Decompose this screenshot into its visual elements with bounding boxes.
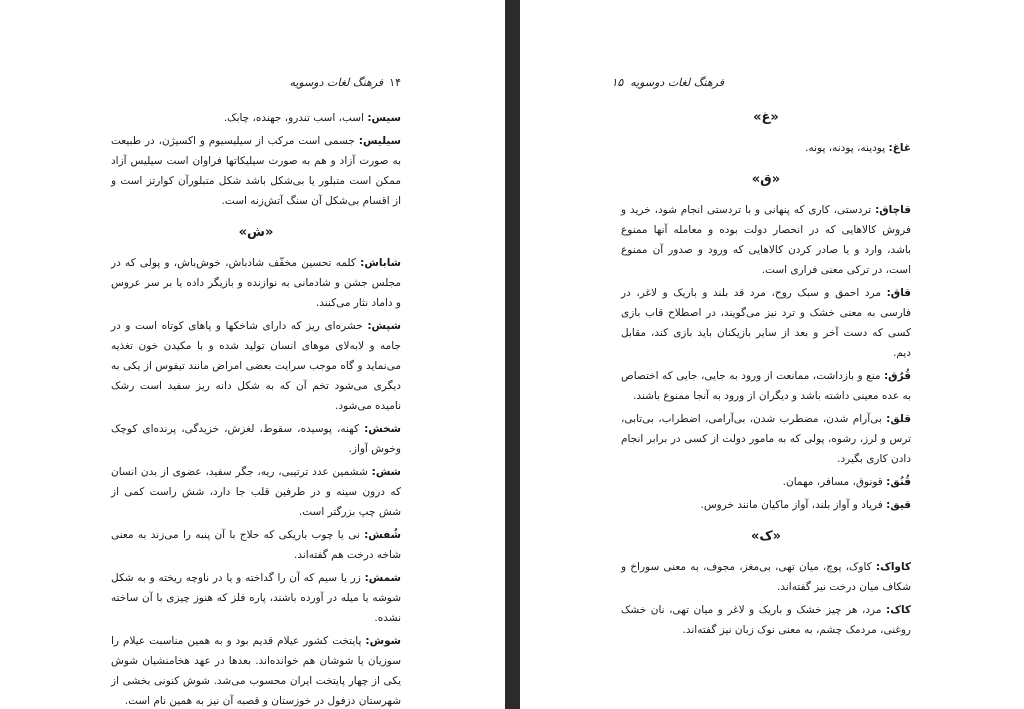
dictionary-entry	[621, 557, 911, 597]
entry-term: شش:	[371, 466, 401, 478]
dictionary-entry	[621, 366, 911, 406]
page-header	[289, 76, 401, 89]
entry-term: شوش:	[365, 635, 401, 647]
entry-definition: پایتخت کشور عیلام قدیم بود و به همین مناسبت عیلام را سوزیان یا شوشان هم خوانده‌اند. بعدها در عهد هخامنشیان شوش یکی از چهار پایتخت ایران محسوب می‌شد. شوش کنونی بخشی از شهرستان دزفول در خوزستان و قصبه آن نیز به همین نام است.	[111, 635, 401, 707]
entry-term: قیق:	[886, 499, 911, 511]
dictionary-entry	[111, 462, 401, 522]
dictionary-entry	[111, 131, 401, 211]
page-number: ۱۴	[389, 76, 401, 89]
entry-definition: مرد، هر چیز خشک و باریک و لاغر و میان تهی، نان خشک روغنی، مردمک چشم، به معنی نوک زبان نیز گفته‌اند.	[621, 604, 911, 636]
page-body	[621, 108, 911, 643]
entry-definition: ششمین عدد ترتیبی، ریه، جگر سفید، عضوی از بدن انسان که درون سینه و در طرفین قلب جا دارد، شش راست کمی از شش چپ بزرگتر است.	[111, 466, 401, 518]
entry-term: شپش:	[367, 320, 401, 332]
entry-definition: قونوق، مسافر، مهمان.	[782, 476, 883, 488]
entry-definition: مرد احمق و سبک روح، مرد قد بلند و باریک و لاغر، در فارسی به معنی خشک و ترد نیز می‌گویند، در اصطلاح قاب بازی کسی که دست آخر و بعد از سایر بازیکنان باید بازی کند، مقابل دیم.	[621, 287, 911, 359]
entry-term: شُفش:	[364, 529, 401, 541]
book-spine	[505, 0, 520, 709]
dictionary-entry	[111, 525, 401, 565]
entry-term: کاک:	[886, 604, 912, 616]
entry-term: قاق:	[886, 287, 912, 299]
entry-term: شمش:	[364, 572, 401, 584]
entry-definition: زر یا سیم که آن را گداخته و یا در ناوچه ریخته و به شکل شوشه یا میله در آورده باشند، پاره فلز که هنوز چیزی با آن ساخته نشده.	[111, 572, 401, 624]
running-title: فرهنگ لغات دوسویه	[289, 76, 384, 89]
dictionary-entry	[111, 253, 401, 313]
entry-definition: نی یا چوب باریکی که حلاج با آن پنبه را می‌زند به معنی شاخه درخت هم گفته‌اند.	[111, 529, 401, 561]
right-page	[520, 0, 1024, 709]
entry-term: سیس:	[367, 112, 401, 124]
entry-term: سیلیس:	[358, 135, 401, 147]
dictionary-entry	[621, 283, 911, 363]
page-body	[111, 108, 401, 709]
entry-definition: کلمه تحسین مخفّف شادباش، خوش‌باش، و پولی که در مجلس جشن و شادمانی به نوازنده و بازیگر داده یا بر سر عروس و داماد نثار می‌کنند.	[111, 257, 401, 309]
entry-definition: فریاد و آواز بلند، آواز ماکیان مانند خروس.	[700, 499, 883, 511]
entry-term: شاباش:	[360, 257, 401, 269]
entry-definition: کهنه، پوسیده، سقوط، لغزش، خزیدگی، پرنده‌ای کوچک وخوش آواز.	[111, 423, 401, 455]
entry-definition: کاوک، پوچ، میان تهی، بی‌مغز، مجوف، به معنی سوراخ و شکاف میان درخت نیز گفته‌اند.	[621, 561, 911, 593]
running-title: فرهنگ لغات دوسویه	[630, 76, 724, 89]
dictionary-entry	[621, 600, 911, 640]
entry-definition: اسب، اسب تندرو، جهنده، چابک.	[223, 112, 364, 124]
dictionary-entry	[621, 200, 911, 280]
dictionary-entry	[111, 419, 401, 459]
dictionary-entry	[621, 138, 911, 158]
entry-definition: جسمی است مرکب از سیلیسیوم و اکسیژن، در طبیعت به صورت آزاد و هم به صورت سیلیکاتها فراوان است سیلیس آزاد ممکن است متبلور یا بی‌شکل باشد شکل متبلورآن کوارتز است و از اقسام بی‌شکل آن سنگ آتش‌زنه است.	[111, 135, 401, 207]
entry-definition: تردستی، کاری که پنهانی و با تردستی انجام شود، خرید و فروش کالاهایی که در انحصار دولت بوده و معامله آنها ممنوع باشد، وارد و یا صادر کردن کالاهایی که ورود و صدور آن ممنوع است، در ترکی معنی فراری است.	[621, 204, 911, 276]
dictionary-entry	[621, 472, 911, 492]
entry-term: قُنُق:	[886, 476, 911, 488]
entry-definition: پودینه، پودنه، پونه.	[805, 142, 886, 154]
entry-term: قُرُق:	[883, 370, 911, 382]
dictionary-entry	[621, 409, 911, 469]
page-number: ۱۵	[611, 76, 624, 89]
entry-term: قاچاق:	[875, 204, 911, 216]
dictionary-entry	[621, 495, 911, 515]
letter-heading: «ق»	[751, 172, 781, 187]
letter-heading: «ش»	[238, 225, 274, 240]
entry-definition: بی‌آرام شدن، مضطرب شدن، بی‌آرامی، اضطراب، بی‌تابی، ترس و لرز، رشوه، پولی که به مامور دولت از کسی در برابر انجام دادن کاری بگیرد.	[621, 413, 911, 465]
letter-heading: «ک»	[750, 529, 782, 544]
page-header	[611, 76, 724, 89]
dictionary-entry	[111, 316, 401, 416]
left-page	[0, 0, 505, 709]
letter-heading: «غ»	[753, 110, 779, 125]
entry-term: کاواک:	[875, 561, 911, 573]
dictionary-entry	[111, 568, 401, 628]
entry-definition: منع و بازداشت، ممانعت از ورود به جایی، جایی که اختصاص به عده معینی داشته باشد و دیگران از ورود به آنجا ممنوع باشند.	[621, 370, 911, 402]
entry-term: غاغ:	[888, 142, 911, 154]
entry-term: شخش:	[364, 423, 402, 435]
dictionary-entry	[111, 631, 401, 709]
entry-term: قلق:	[886, 413, 911, 425]
dictionary-entry	[111, 108, 401, 128]
entry-definition: حشره‌ای ریز که دارای شاخکها و پاهای کوتاه است و در جامه و لابه‌لای موهای انسان تولید شده و با مکیدن خون تغذیه می‌نماید و گاه موجب سرایت بعضی امراض مانند تیفوس از یکی به دیگری می‌شود تخم آن که به شکل دانه ریز سفید است رشک نامیده می‌شود.	[111, 320, 401, 412]
